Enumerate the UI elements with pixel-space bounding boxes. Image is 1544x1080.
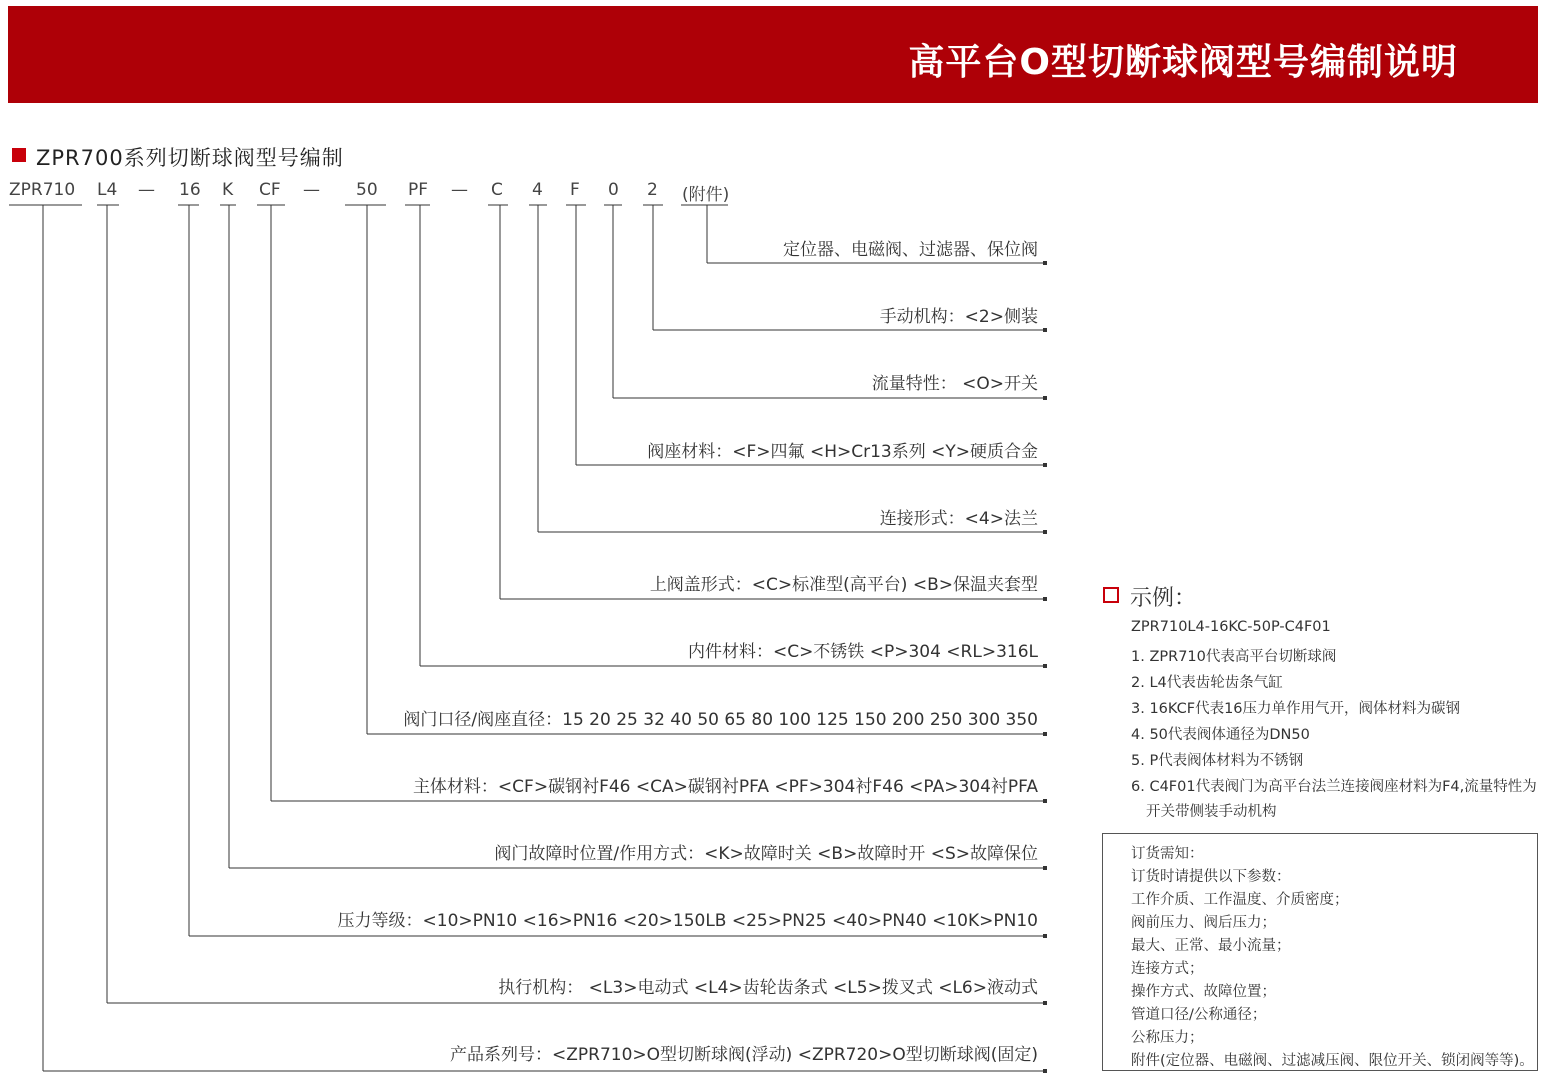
code-seat: F — [570, 180, 580, 200]
desc-bonnet: 上阀盖形式：<C>标准型(高平台) <B>保温夹套型 — [649, 575, 1038, 595]
order-notes-line: 工作介质、工作温度、介质密度； — [1131, 892, 1349, 908]
order-notes-title: 订货需知： — [1131, 846, 1204, 862]
code-dash: — — [451, 180, 468, 200]
example-line: 1. ZPR710代表高平台切断球阀 — [1131, 649, 1337, 665]
desc-size: 阀门口径/阀座直径：15 20 25 32 40 50 65 80 100 125 150 200 250 300 350 — [403, 710, 1038, 730]
order-notes-line: 管道口径/公称通径； — [1131, 1007, 1267, 1023]
order-notes-line: 最大、正常、最小流量； — [1131, 938, 1291, 954]
connector-end-dot — [1043, 463, 1047, 467]
code-body: CF — [259, 180, 281, 200]
code-bonnet: C — [491, 180, 503, 200]
order-notes-line: 附件(定位器、电磁阀、过滤减压阀、限位开关、锁闭阀等等)。 — [1131, 1053, 1534, 1069]
code-flow: 0 — [608, 180, 619, 200]
desc-body: 主体材料：<CF>碳钢衬F46 <CA>碳钢衬PFA <PF>304衬F46 <PA>304衬PFA — [412, 777, 1038, 797]
code-pressure: 16 — [179, 180, 201, 200]
section-title: ZPR700系列切断球阀型号编制 — [36, 146, 344, 170]
connector-end-dot — [1043, 934, 1047, 938]
code-manual: 2 — [647, 180, 658, 200]
desc-trim: 内件材料：<C>不锈铁 <P>304 <RL>316L — [687, 642, 1038, 662]
connector-end-dot — [1043, 396, 1047, 400]
order-notes-line: 连接方式； — [1131, 961, 1204, 977]
desc-seat: 阀座材料：<F>四氟 <H>Cr13系列 <Y>硬质合金 — [647, 442, 1038, 462]
example-line: 2. L4代表齿轮齿条气缸 — [1131, 675, 1283, 691]
desc-pressure: 压力等级：<10>PN10 <16>PN16 <20>150LB <25>PN25 <40>PN40 <10K>PN10 — [337, 911, 1038, 931]
example-line: 3. 16KCF代表16压力单作用气开，阀体材料为碳钢 — [1131, 701, 1461, 717]
connector-end-dot — [1043, 866, 1047, 870]
order-notes-line: 公称压力； — [1131, 1030, 1204, 1046]
example-title: 示例： — [1130, 586, 1197, 611]
order-notes-line: 阀前压力、阀后压力； — [1131, 915, 1276, 931]
connector-end-dot — [1043, 530, 1047, 534]
connector-end-dot — [1043, 597, 1047, 601]
code-dash: — — [138, 180, 155, 200]
example-line: 开关带侧装手动机构 — [1146, 804, 1277, 820]
code-series: ZPR710 — [9, 180, 76, 200]
connector-end-dot — [1043, 1001, 1047, 1005]
connector-end-dot — [1043, 799, 1047, 803]
connector-end-dot — [1043, 261, 1047, 265]
code-fail-mode: K — [222, 180, 234, 200]
order-notes-line: 操作方式、故障位置； — [1131, 984, 1276, 1000]
desc-connection: 连接形式：<4>法兰 — [879, 509, 1038, 529]
code-actuator: L4 — [97, 180, 118, 200]
desc-accessory: 定位器、电磁阀、过滤器、保位阀 — [783, 240, 1038, 260]
example-line: 5. P代表阀体材料为不锈钢 — [1131, 753, 1304, 769]
desc-flow: 流量特性： <O>开关 — [871, 374, 1038, 394]
connector-end-dot — [1043, 732, 1047, 736]
example-line: 4. 50代表阀体通径为DN50 — [1131, 727, 1310, 743]
desc-actuator: 执行机构： <L3>电动式 <L4>齿轮齿条式 <L5>拨叉式 <L6>液动式 — [498, 978, 1038, 998]
connector-end-dot — [1043, 664, 1047, 668]
desc-fail-mode: 阀门故障时位置/作用方式：<K>故障时关 <B>故障时开 <S>故障保位 — [494, 844, 1038, 864]
connector-end-dot — [1043, 1069, 1047, 1073]
page-title: 高平台O型切断球阀型号编制说明 — [908, 42, 1458, 83]
order-notes-line: 订货时请提供以下参数： — [1131, 869, 1291, 885]
connector-end-dot — [1043, 328, 1047, 332]
code-accessory: (附件) — [682, 185, 730, 205]
code-size: 50 — [356, 180, 378, 200]
code-trim: PF — [408, 180, 429, 200]
example-marker — [1103, 587, 1119, 603]
code-dash: — — [303, 180, 320, 200]
code-connection: 4 — [532, 180, 543, 200]
desc-series: 产品系列号：<ZPR710>O型切断球阀(浮动) <ZPR720>O型切断球阀(固定) — [450, 1045, 1038, 1065]
example-code: ZPR710L4-16KC-50P-C4F01 — [1131, 619, 1331, 635]
desc-manual: 手动机构：<2>侧装 — [879, 307, 1038, 327]
example-line: 6. C4F01代表阀门为高平台法兰连接阀座材料为F4,流量特性为 — [1131, 779, 1537, 795]
